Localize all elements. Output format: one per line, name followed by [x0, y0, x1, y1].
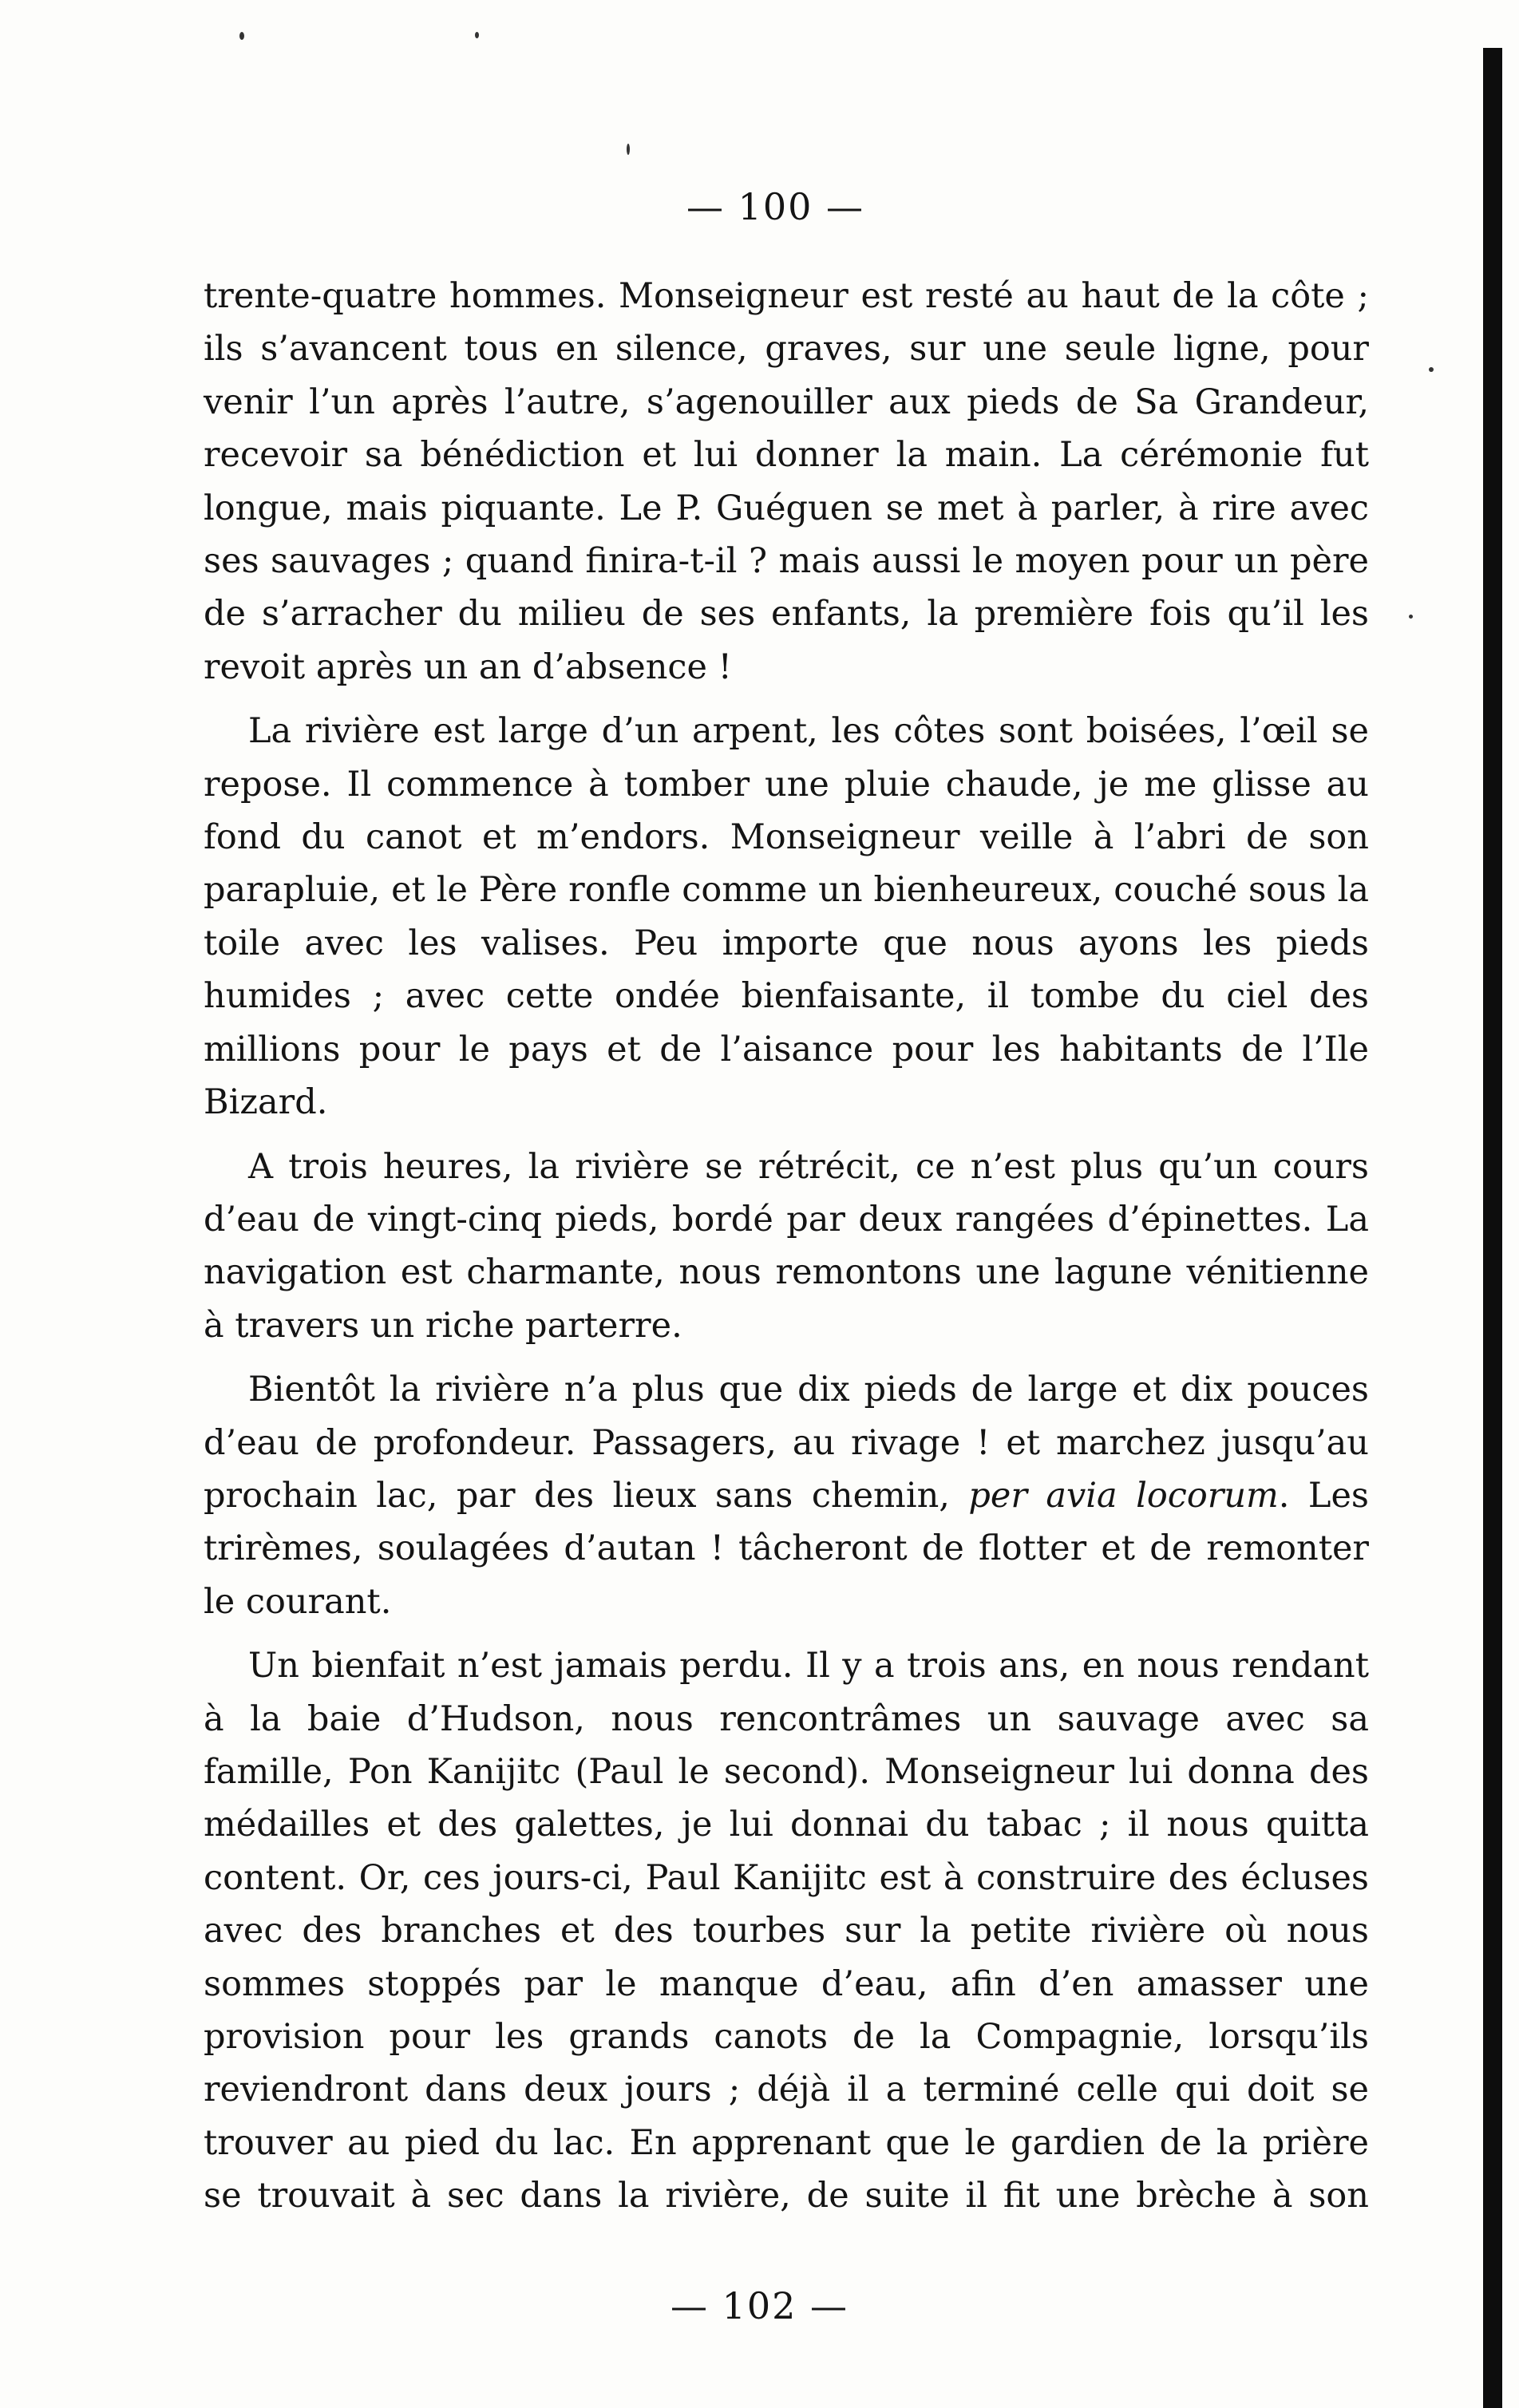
print-speck — [239, 32, 244, 40]
print-speck — [627, 144, 630, 155]
paragraph-2: La rivière est large d’un arpent, les côtes sont boisées, l’œil se repose. Il commence à tomber une pluie chaude, je me glisse au fond du canot et m’endors. Monseigneur veille à l’abri de son parapluie, et le Père ronfle comme un bienheureux, couché sous la toile avec les valises. Peu importe que nous ayons les pieds humides ; avec cette ondée bienfaisante, il tombe du ciel des millions pour le pays et de l’aisance pour les habitants de l’Ile Bizard. — [204, 711, 1369, 1123]
paragraph-4 — [204, 1363, 1369, 1628]
print-speck — [1409, 615, 1413, 619]
latin-phrase: per avia locorum — [968, 1475, 1279, 1516]
paragraph-3: A trois heures, la rivière se rétrécit, ce n’est plus qu’un cours d’eau de vingt-cinq pieds, bordé par deux rangées d’épinettes. La navigation est charmante, nous remontons une lagune vénitienne à travers un riche parterre. — [204, 1146, 1369, 1346]
paragraph-1: trente-quatre hommes. Monseigneur est resté au haut de la côte ; ils s’avancent tous en silence, graves, sur une seule ligne, pour venir l’un après l’autre, s’agenouiller aux pieds de Sa Grandeur, recevoir sa bénédiction et lui donner la main. La cérémonie fut longue, mais piquante. Le P. Guéguen se met à parler, à rire avec ses sauvages ; quand finira-t-il ? mais aussi le moyen pour un père de s’arracher du milieu de ses enfants, la première fois qu’il les revoit après un an d’absence ! — [204, 276, 1369, 687]
paragraph-5: Un bienfait n’est jamais perdu. Il y a trois ans, en nous rendant à la baie d’Hudson, nous rencontrâmes un sauvage avec sa famille, Pon Kanijitc (Paul le second). Monseigneur lui donna des médailles et des galettes, je lui donnai du tabac ; il nous quitta content. Or, ces jours-ci, Paul Kanijitc est à construire des écluses avec des branches et des tourbes sur la petite rivière où nous sommes stoppés par le manque d’eau, afin d’en amasser une provision pour les grands canots de la Compagnie, lorsqu’ils reviendront dans deux jours ; déjà il a terminé celle qui doit se trouver au pied du lac. En apprenant que le gardien de la prière se trouvait à sec dans la rivière, de suite il fit une brèche à son — [204, 1646, 1369, 2216]
page-footer-number: — 102 — — [670, 2284, 849, 2327]
print-speck — [1429, 367, 1434, 372]
paragraph-4-text-before: Bientôt la rivière n’a plus que dix pieds de large et dix pouces d’eau de profondeur. Passagers, au rivage ! et marchez jusqu’au prochain lac, par des lieux sans chemin, — [204, 1370, 1369, 1516]
print-speck — [475, 32, 479, 38]
paragraph-4-text-after: . Les trirèmes, soulagées d’autan ! tâcheront de flotter et de remonter le courant. — [204, 1475, 1369, 1622]
page-body-text — [204, 270, 1369, 2234]
page-header-number: — 100 — — [686, 185, 865, 228]
page-edge-shadow — [1483, 48, 1502, 2408]
